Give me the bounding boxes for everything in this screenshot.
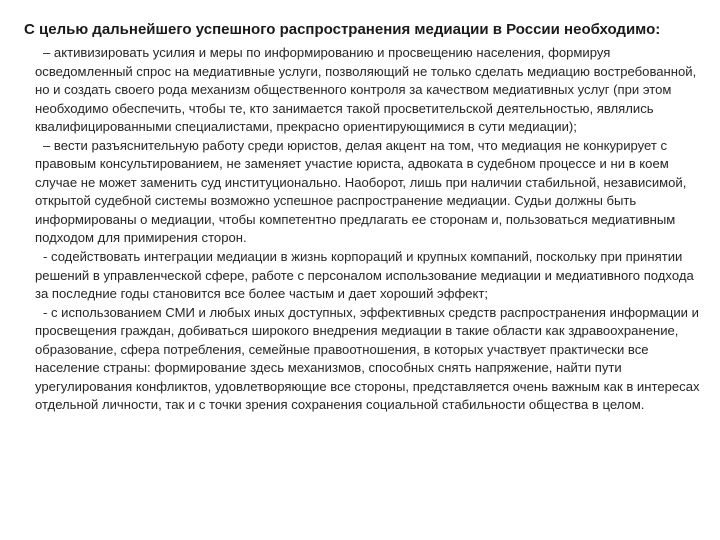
paragraph-media: - с использованием СМИ и любых иных доступных, эффективных средств распространения информации и просвещения граждан, добиваться широкого внедрения медиации в такие области как здравоохранение, образование, сфера потребления, семейные правоотношения, в которых участвует практически все население страны: формирование здесь механизмов, способных снять напряжение, найти пути урегулирования конфликтов, удовлетворяющие все стороны, представляется очень важным как в интересах отдельной личности, так и с точки зрения сохранения социальной стабильности общества в целом.	[35, 304, 700, 413]
slide-body	[35, 44, 710, 415]
paragraph-inform-public: – активизировать усилия и меры по информированию и просвещению населения, формируя осведомленный спрос на медиативные услуги, позволяющий не только сделать медиацию востребованной, но и создать своего рода механизм общественного контроля за качеством медиативных услуг (при этом необходимо обеспечить, чтобы те, кто занимается такой просветительской деятельностью, являлись квалифицированными специалистами, прекрасно ориентирующимися в сути медиации);	[35, 45, 697, 135]
paragraph-corporations: - содействовать интеграции медиации в жизнь корпораций и крупных компаний, поскольку при принятии решений в управленческой сфере, работе с персоналом использование медиации и медиативного подхода за последние годы становится все более частым и дает хороший эффект;	[35, 249, 694, 302]
paragraph-lawyers: – вести разъяснительную работу среди юристов, делая акцент на том, что медиация не конкурирует с правовым консультированием, не заменяет участие юриста, адвоката в судебном процессе и ни в коем случае не может заменить суд институционально. Наоборот, лишь при наличии стабильной, независимой, открытой судебной системы возможно успешное распространение медиации. Судьи должны быть информированы о медиации, чтобы компетентно предлагать ее сторонам и, пользоваться медиативным подходом для примирения сторон.	[35, 137, 687, 246]
slide-title: С целью дальнейшего успешного распространения медиации в России необходимо:	[24, 21, 661, 38]
